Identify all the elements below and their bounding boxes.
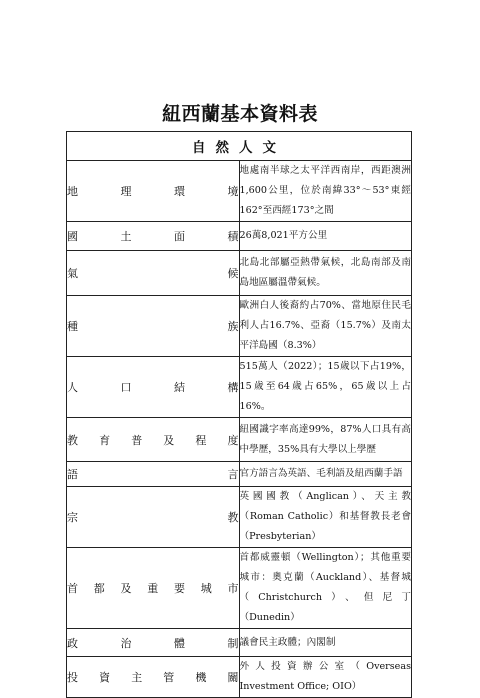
table-row bbox=[67, 251, 412, 296]
row-label: 政治體制 bbox=[67, 629, 240, 657]
section-title: 自然人文 bbox=[67, 132, 412, 161]
row-value: 英國國教（Anglican）、天主教（Roman Catholic）和基督教長老會（Presbyterian） bbox=[239, 487, 412, 548]
row-value: 首都威靈頓（Wellington）；其他重要城市：奧克蘭（Auckland）、基督城（Christchurch）、但尼丁（Dunedin） bbox=[239, 548, 412, 629]
table-row bbox=[67, 357, 412, 418]
row-label: 地理環境 bbox=[67, 161, 240, 222]
page-title: 紐西蘭基本資料表 bbox=[161, 103, 318, 125]
row-label: 教育普及程度 bbox=[67, 418, 240, 462]
basic-info-table bbox=[66, 131, 412, 698]
row-label: 種族 bbox=[67, 296, 240, 357]
row-value: 歐洲白人後裔約占70%、當地原住民毛利人占16.7%、亞裔（15.7%）及南太平洋島國（8.3%） bbox=[239, 296, 412, 357]
table-row bbox=[67, 657, 412, 698]
row-value: 外人投資辦公室（Overseas Investment Office; OIO） bbox=[239, 657, 412, 698]
row-value: 26萬8,021平方公里 bbox=[239, 222, 412, 251]
row-value: 議會民主政體；內閣制 bbox=[239, 629, 412, 657]
row-label: 語言 bbox=[67, 462, 240, 487]
row-value: 515萬人（2022）；15歲以下占19%，15歲至64歲占65%，65歲以上占16%。 bbox=[239, 357, 412, 418]
table-row bbox=[67, 296, 412, 357]
table-row bbox=[67, 462, 412, 487]
section-header-row bbox=[67, 132, 412, 161]
table-row bbox=[67, 487, 412, 548]
row-label: 宗教 bbox=[67, 487, 240, 548]
table-row bbox=[67, 418, 412, 462]
row-value: 紐國識字率高達99%，87%人口具有高中學歷，35%具有大學以上學歷 bbox=[239, 418, 412, 462]
row-label: 氣候 bbox=[67, 251, 240, 296]
table-row bbox=[67, 548, 412, 629]
table-row bbox=[67, 161, 412, 222]
row-label: 投資主管機關 bbox=[67, 657, 240, 698]
row-value: 北島北部屬亞熱帶氣候，北島南部及南島地區屬溫帶氣候。 bbox=[239, 251, 412, 296]
table-row bbox=[67, 222, 412, 251]
row-label: 人口結構 bbox=[67, 357, 240, 418]
row-value: 地處南半球之太平洋西南岸，西距澳洲1,600公里，位於南緯33°～53°東經162°至西經173°之間 bbox=[239, 161, 412, 222]
row-value: 官方語言為英語、毛利語及紐西蘭手語 bbox=[239, 462, 412, 487]
row-label: 首都及重要城市 bbox=[67, 548, 240, 629]
row-label: 國土面積 bbox=[67, 222, 240, 251]
table-row bbox=[67, 629, 412, 657]
